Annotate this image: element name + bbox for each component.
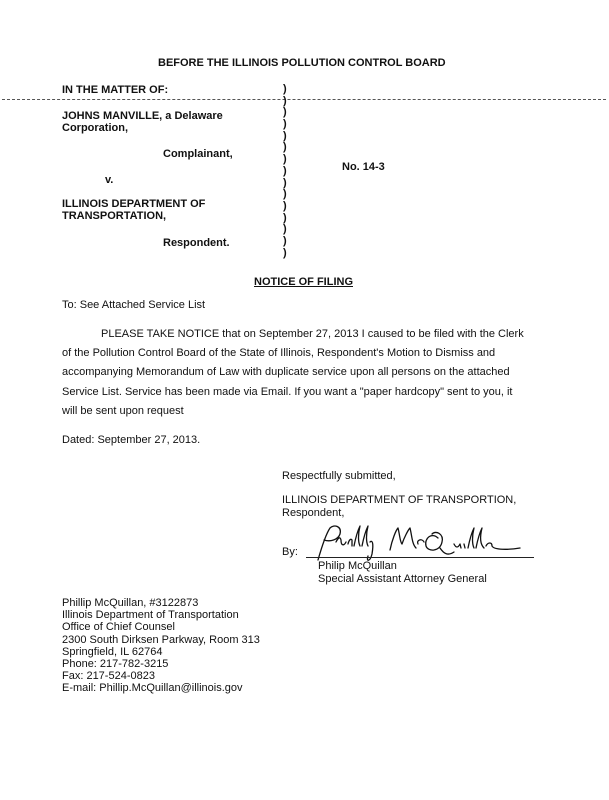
sender-line: Illinois Department of Transportation [62, 609, 239, 622]
paren: ) [283, 94, 287, 107]
by-label: By: [282, 546, 298, 558]
paren: ) [283, 129, 287, 142]
body-line: of the Pollution Control Board of the State of Illinois, Respondent's Motion to Dismiss and [62, 347, 496, 360]
sender-line: 2300 South Dirksen Parkway, Room 313 [62, 633, 260, 646]
paren: ) [283, 83, 287, 95]
party-role: Respondent, [282, 507, 345, 519]
respondent-name-line2: TRANSPORTATION, [62, 210, 167, 222]
paren: ) [283, 199, 287, 212]
complainant-name-line2: Corporation, [62, 122, 128, 134]
complainant-name-line1: JOHNS MANVILLE, a Delaware [62, 110, 223, 122]
dated-line: Dated: September 27, 2013. [62, 434, 201, 446]
sender-line: Phillip McQuillan, #3122873 [62, 597, 199, 609]
respondent-name-line1: ILLINOIS DEPARTMENT OF [62, 198, 206, 210]
sender-line: Office of Chief Counsel [62, 621, 175, 634]
paren: ) [283, 118, 287, 131]
versus-label: v. [105, 174, 114, 186]
notice-heading: NOTICE OF FILING [254, 276, 353, 288]
page-title: BEFORE THE ILLINOIS POLLUTION CONTROL BOARD [158, 57, 446, 69]
respondent-role: Respondent. [163, 237, 230, 249]
body-line: accompanying Memorandum of Law with duplicate service upon all persons on the attached [62, 366, 510, 379]
body-line: Service List. Service has been made via Email. If you want a "paper hardcopy" sent to you, it [62, 385, 513, 398]
paren: ) [283, 211, 287, 224]
paren: ) [283, 234, 287, 247]
caption-parenthesis-column [283, 84, 293, 259]
in-the-matter-label: IN THE MATTER OF: [62, 84, 169, 96]
complainant-role: Complainant, [163, 148, 233, 160]
signer-name: Philip McQuillan [318, 560, 397, 572]
party-name: ILLINOIS DEPARTMENT OF TRANSPORTION, [282, 494, 517, 506]
paren: ) [283, 223, 287, 236]
closing-text: Respectfully submitted, [282, 470, 396, 482]
case-number: No. 14-3 [342, 161, 385, 173]
notice-body [62, 325, 592, 421]
signer-title: Special Assistant Attorney General [318, 573, 487, 585]
sender-line: Phone: 217-782-3215 [62, 658, 169, 671]
signature-line [306, 557, 534, 558]
dashed-separator [2, 99, 606, 100]
paren: ) [283, 246, 287, 259]
body-line: PLEASE TAKE NOTICE that on September 27, 2013 I caused to be filed with the Clerk [101, 328, 524, 340]
paren: ) [283, 153, 287, 166]
sender-email-line: E-mail: Phillip.McQuillan@illinois.gov [62, 682, 243, 695]
paren: ) [283, 176, 287, 189]
paren: ) [283, 188, 287, 201]
to-line: To: See Attached Service List [62, 299, 206, 311]
paren: ) [283, 164, 287, 177]
sender-line: Fax: 217-524-0823 [62, 670, 155, 683]
body-line: will be sent upon request [62, 404, 184, 417]
paren: ) [283, 106, 287, 119]
sender-line: Springfield, IL 62764 [62, 645, 163, 658]
sender-contact-block [62, 597, 260, 695]
paren: ) [283, 141, 287, 154]
